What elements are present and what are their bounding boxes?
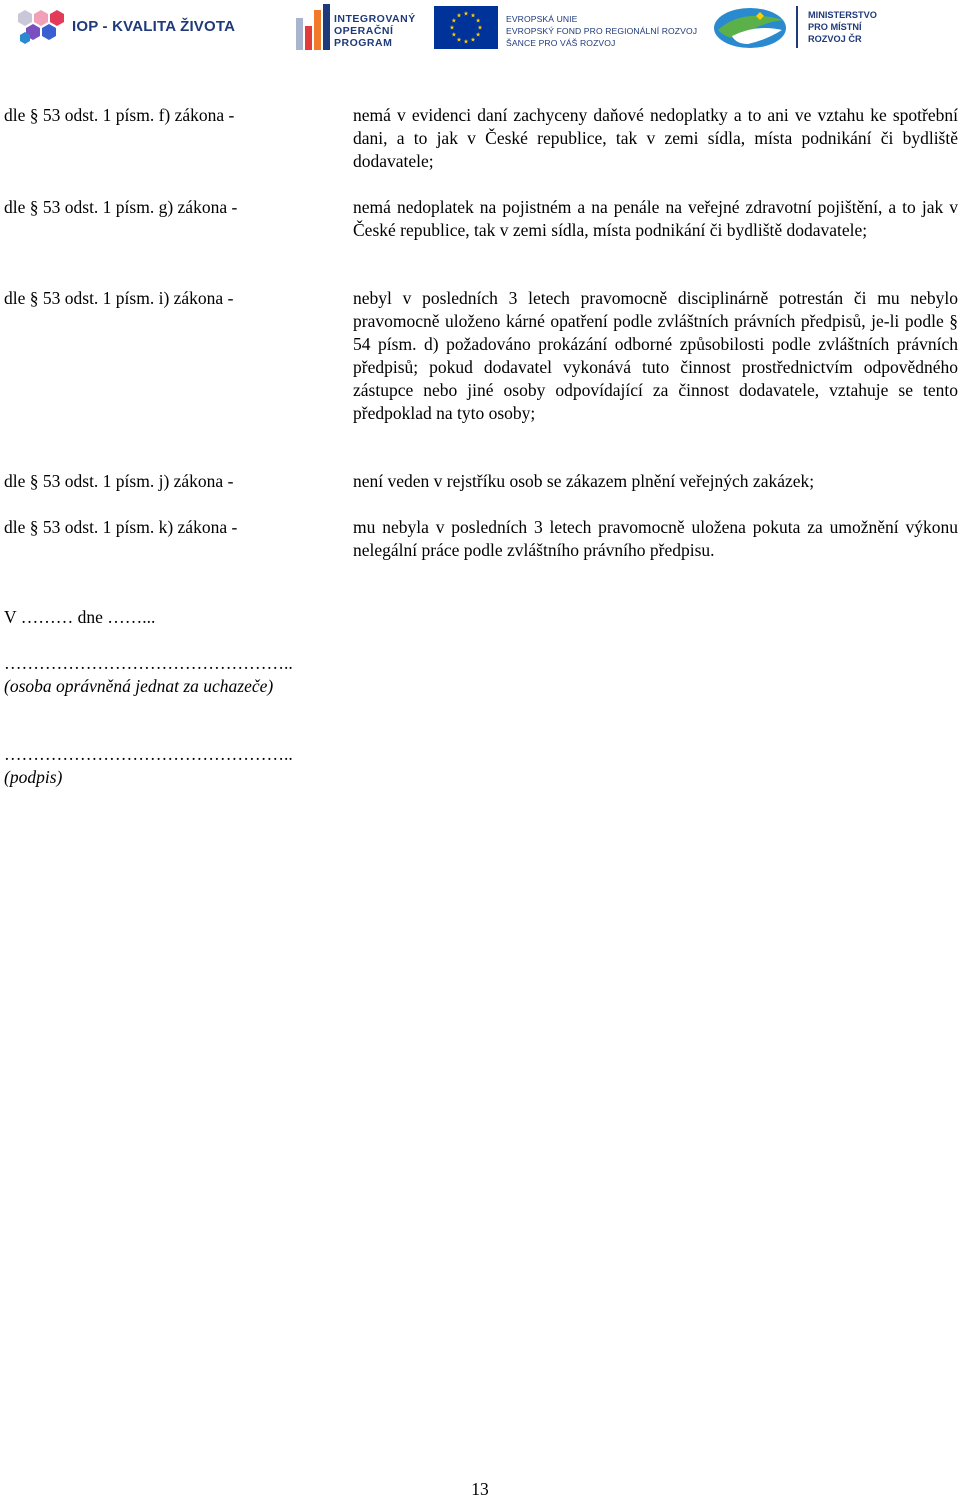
place-date-line: V ……… dne ……... — [4, 607, 156, 627]
iop-logo — [16, 8, 236, 48]
eu-logo-line-3: ŠANCE PRO VÁŠ ROZVOJ — [506, 38, 616, 48]
clause-text: není veden v rejstříku osob se zákazem plnění veřejných zakázek; — [353, 471, 815, 491]
bar-graphic-icon — [296, 4, 330, 50]
eu-logo-line-1: EVROPSKÁ UNIE — [506, 14, 578, 24]
clause-text: mu nebyla v posledních 3 letech pravomocně uložena pokuta za umožnění výkonu nelegální práce podle zvláštního právního předpisu. — [353, 517, 958, 560]
clause-text: nemá nedoplatek na pojistném a na penále na veřejné zdravotní pojištění, a to jak v České republice, tak v zemi sídla, místa podnikání či bydliště dodavatele; — [353, 197, 958, 240]
hexagon-cluster-icon — [16, 8, 68, 46]
eu-logo — [434, 6, 704, 50]
logo-divider — [796, 6, 798, 48]
clause-reference: dle § 53 odst. 1 písm. f) zákona - — [4, 105, 235, 125]
integrated-operational-programme-logo — [296, 4, 421, 52]
ministry-logo-line-3: ROZVOJ ČR — [808, 34, 862, 44]
clause-text: nebyl v posledních 3 letech pravomocně disciplinárně potrestán či mu nebylo pravomocně uloženo kárné opatření podle zvláštních právních předpisů, je-li podle § 54 písm. d) požadováno prokázání odborné způsobilosti podle zvláštních právních předpisů; pokud dodavatel vykonává tuto činnost prostřednictvím odpovědného zástupce nebo jiné osoby odpovídající za činnost dodavatele, vztahuje se tento předpoklad na tyto osoby; — [353, 288, 958, 423]
page-number: 13 — [471, 1479, 489, 1499]
ministry-logo — [712, 4, 882, 52]
iop-logo-text: IOP - KVALITA ŽIVOTA — [72, 18, 236, 35]
clause-reference: dle § 53 odst. 1 písm. g) zákona - — [4, 197, 238, 217]
page-header — [0, 0, 960, 60]
clause-text: nemá v evidenci daní zachyceny daňové nedoplatky a to ani ve vztahu ke spotřební dani, a to jak v České republice, tak v zemi sídla, místa podnikání či bydliště dodavatele; — [353, 105, 958, 171]
integrated-logo-line-1: INTEGROVANÝ — [334, 13, 416, 25]
ministry-emblem-icon — [712, 6, 790, 50]
eu-logo-line-2: EVROPSKÝ FOND PRO REGIONÁLNÍ ROZVOJ — [506, 26, 698, 36]
signature-dotted-line-2: ………………………………………….. — [4, 744, 293, 764]
integrated-logo-line-2: OPERAČNÍ — [334, 25, 394, 37]
eu-flag-icon — [434, 6, 498, 49]
signature-caption: (podpis) — [4, 767, 63, 787]
integrated-logo-line-3: PROGRAM — [334, 37, 393, 49]
clause-reference: dle § 53 odst. 1 písm. k) zákona - — [4, 517, 238, 537]
clause-reference: dle § 53 odst. 1 písm. j) zákona - — [4, 471, 234, 491]
ministry-logo-line-2: PRO MÍSTNÍ — [808, 22, 862, 32]
ministry-logo-line-1: MINISTERSTVO — [808, 10, 877, 20]
signature-dotted-line-1: ………………………………………….. — [4, 653, 293, 673]
authorized-person-caption: (osoba oprávněná jednat za uchazeče) — [4, 676, 274, 696]
clause-reference: dle § 53 odst. 1 písm. i) zákona - — [4, 288, 234, 308]
